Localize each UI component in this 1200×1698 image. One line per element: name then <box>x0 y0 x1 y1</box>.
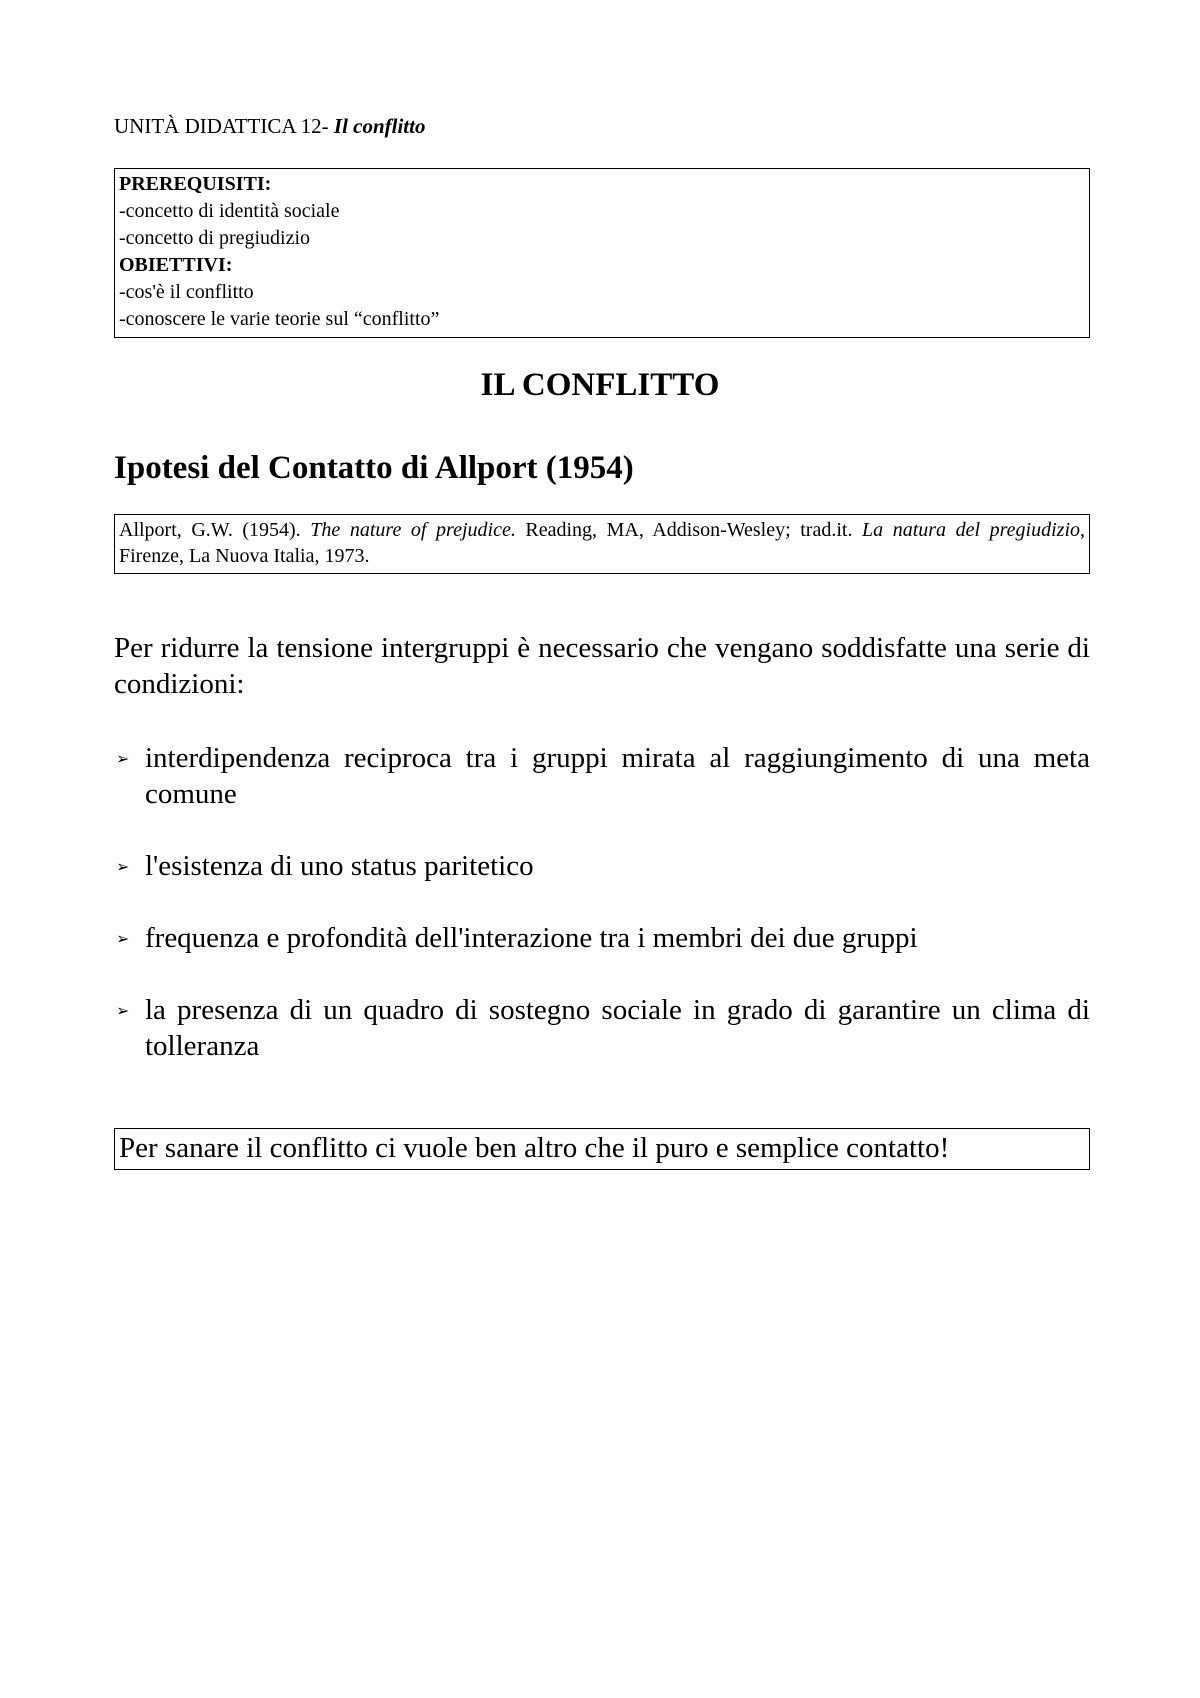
unit-topic: Il conflitto <box>333 114 426 138</box>
prerequisite-item: -concetto di identità sociale <box>119 200 340 222</box>
main-title: IL CONFLITTO <box>480 367 720 403</box>
reference-authors: Allport, G.W. (1954). <box>119 519 311 541</box>
condition-text: interdipendenza reciproca tra i gruppi mirata al raggiungimento di una meta comune <box>145 742 1090 810</box>
section-title: Ipotesi del Contatto di Allport (1954) <box>114 450 634 486</box>
reference-original-title: The nature of prejudice. <box>310 519 516 541</box>
reference-translated-title: La natura del pregiudizio <box>862 519 1081 541</box>
conditions-list <box>114 740 1090 1100</box>
reference-publisher: Reading, MA, Addison-Wesley; trad.it. <box>515 519 863 541</box>
unit-heading <box>114 114 425 138</box>
reference-translation-publisher: , Firenze, La Nuova Italia, 1973. <box>119 519 1086 567</box>
list-item <box>114 920 1090 956</box>
list-item <box>114 740 1090 812</box>
prerequisites-heading: PREREQUISITI: <box>119 173 272 195</box>
objective-item: -cos'è il conflitto <box>119 281 254 303</box>
prerequisite-item: -concetto di pregiudizio <box>119 227 311 249</box>
arrow-bullet-icon: ➢ <box>116 931 130 948</box>
list-item <box>114 992 1090 1064</box>
arrow-bullet-icon: ➢ <box>116 1003 130 1020</box>
closing-statement: Per sanare il conflitto ci vuole ben altro che il puro e semplice contatto! <box>119 1132 950 1164</box>
arrow-bullet-icon: ➢ <box>116 859 130 876</box>
objectives-heading: OBIETTIVI: <box>119 254 233 276</box>
condition-text: la presenza di un quadro di sostegno sociale in grado di garantire un clima di tolleranza <box>145 994 1090 1062</box>
intro-paragraph: Per ridurre la tensione intergruppi è necessario che vengano soddisfatte una serie di condizioni: <box>114 632 1090 700</box>
list-item <box>114 848 1090 884</box>
closing-statement-box <box>114 1128 1090 1170</box>
condition-text: frequenza e profondità dell'interazione tra i membri dei due gruppi <box>145 922 918 954</box>
condition-text: l'esistenza di uno status paritetico <box>145 850 534 882</box>
objective-item: -conoscere le varie teorie sul “conflitto” <box>119 308 440 330</box>
unit-label: UNITÀ DIDATTICA 12- <box>114 114 334 138</box>
prerequisites-box <box>114 168 1090 338</box>
arrow-bullet-icon: ➢ <box>116 751 130 768</box>
reference-box <box>114 514 1090 574</box>
